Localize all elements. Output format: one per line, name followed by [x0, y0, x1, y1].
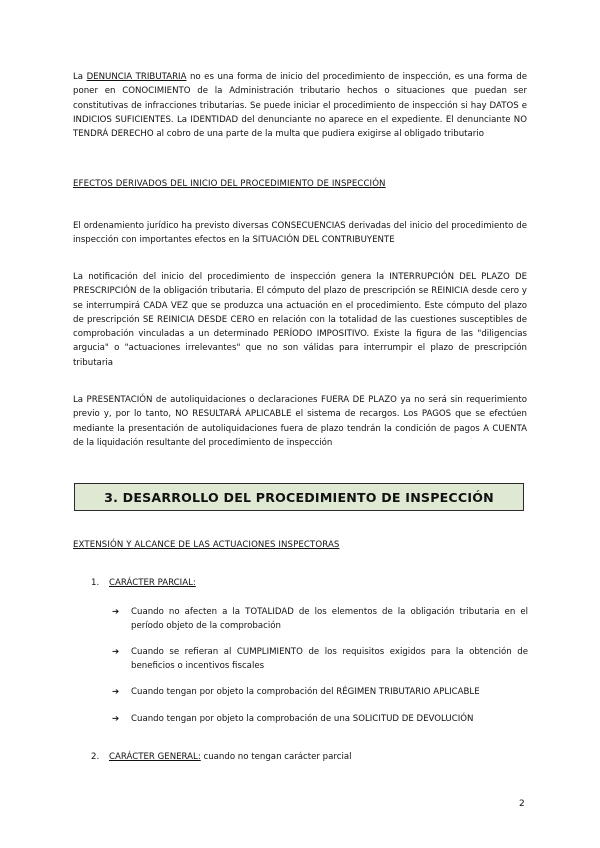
denuncia-pre: La — [73, 72, 87, 82]
bullet-text: Cuando no afecten a la TOTALIDAD de los elementos de la obligación tributaria en el período objeto de la comprobación — [131, 607, 528, 632]
extension-heading: EXTENSIÓN Y ALCANCE DE LAS ACTUACIONES INSPECTORAS — [73, 540, 340, 550]
denuncia-paragraph — [73, 70, 527, 141]
section-title-box — [74, 483, 524, 511]
list-number-1: 1. — [91, 578, 100, 588]
arrow-right-icon: ➔ — [112, 647, 120, 657]
autoliquidaciones-paragraph: La PRESENTACIÓN de autoliquidaciones o declaraciones FUERA DE PLAZO ya no será sin requerimiento previo y, por lo tanto, NO RESULTARÁ APLICABLE el sistema de recargos. Los PAGOS que se efectúen mediante la presentación de autoliquidaciones fuera de plazo tendrán la condición de pagos A CUENTA de la liquidación resultante del procedimiento de inspección — [73, 395, 527, 448]
efectos-heading: EFECTOS DERIVADOS DEL INICIO DEL PROCEDIMIENTO DE INSPECCIÓN — [73, 179, 386, 189]
bullet-text: Cuando tengan por objeto la comprobación del RÉGIMEN TRIBUTARIO APLICABLE — [131, 687, 480, 697]
caracter-parcial-label: CARÁCTER PARCIAL: — [109, 578, 196, 588]
caracter-general-label: CARÁCTER GENERAL: — [109, 752, 201, 762]
denuncia-rest: no es una forma de inicio del procedimiento de inspección, es una forma de poner en CONOCIMIENTO de la Administración tributario hechos o situaciones que puedan ser constitutivas de infracciones tributarias. Se puede iniciar el procedimiento de inspección si hay DATOS e INDICIOS SUFICIENTES. La IDENTIDAD del denunciante no aparece en el expediente. El denunciante NO TENDRÁ DERECHO al cobro de una parte de la multa que pudiera exigirse al obligado tributario — [73, 72, 527, 140]
denuncia-term: DENUNCIA TRIBUTARIA — [86, 72, 187, 82]
section-title: 3. DESARROLLO DEL PROCEDIMIENTO DE INSPECCIÓN — [104, 489, 494, 505]
arrow-right-icon: ➔ — [112, 607, 120, 617]
arrow-right-icon: ➔ — [112, 714, 120, 724]
page-number: 2 — [519, 799, 525, 809]
caracter-general-line — [109, 752, 352, 762]
consecuencias-paragraph: El ordenamiento jurídico ha previsto diversas CONSECUENCIAS derivadas del inicio del procedimiento de inspección con importantes efectos en la SITUACIÓN DEL CONTRIBUYENTE — [73, 221, 527, 246]
bullet-text: Cuando se refieran al CUMPLIMIENTO de los requisitos exigidos para la obtención de beneficios o incentivos fiscales — [131, 647, 528, 672]
list-number-2: 2. — [91, 752, 100, 762]
caracter-general-rest: cuando no tengan carácter parcial — [200, 752, 352, 762]
prescripcion-paragraph: La notificación del inicio del procedimiento de inspección genera la INTERRUPCIÓN DEL PLAZO DE PRESCRIPCIÓN de la obligación tributaria. El cómputo del plazo de prescripción se REINICIA desde cero y se interrumpirá CADA VEZ que se produzca una actuación en el procedimiento. Este cómputo del plazo de prescripción SE REINICIA DESDE CERO en relación con la totalidad de las cuestiones susceptibles de comprobación vinculadas a un determinado PERÍODO IMPOSITIVO. Existe la figura de las "diligencias argucia" o "actuaciones irrelevantes" que no son válidas para interrumpir el plazo de prescripción tributaria — [73, 272, 527, 368]
bullet-text: Cuando tengan por objeto la comprobación de una SOLICITUD DE DEVOLUCIÓN — [131, 714, 474, 724]
arrow-right-icon: ➔ — [112, 687, 120, 697]
